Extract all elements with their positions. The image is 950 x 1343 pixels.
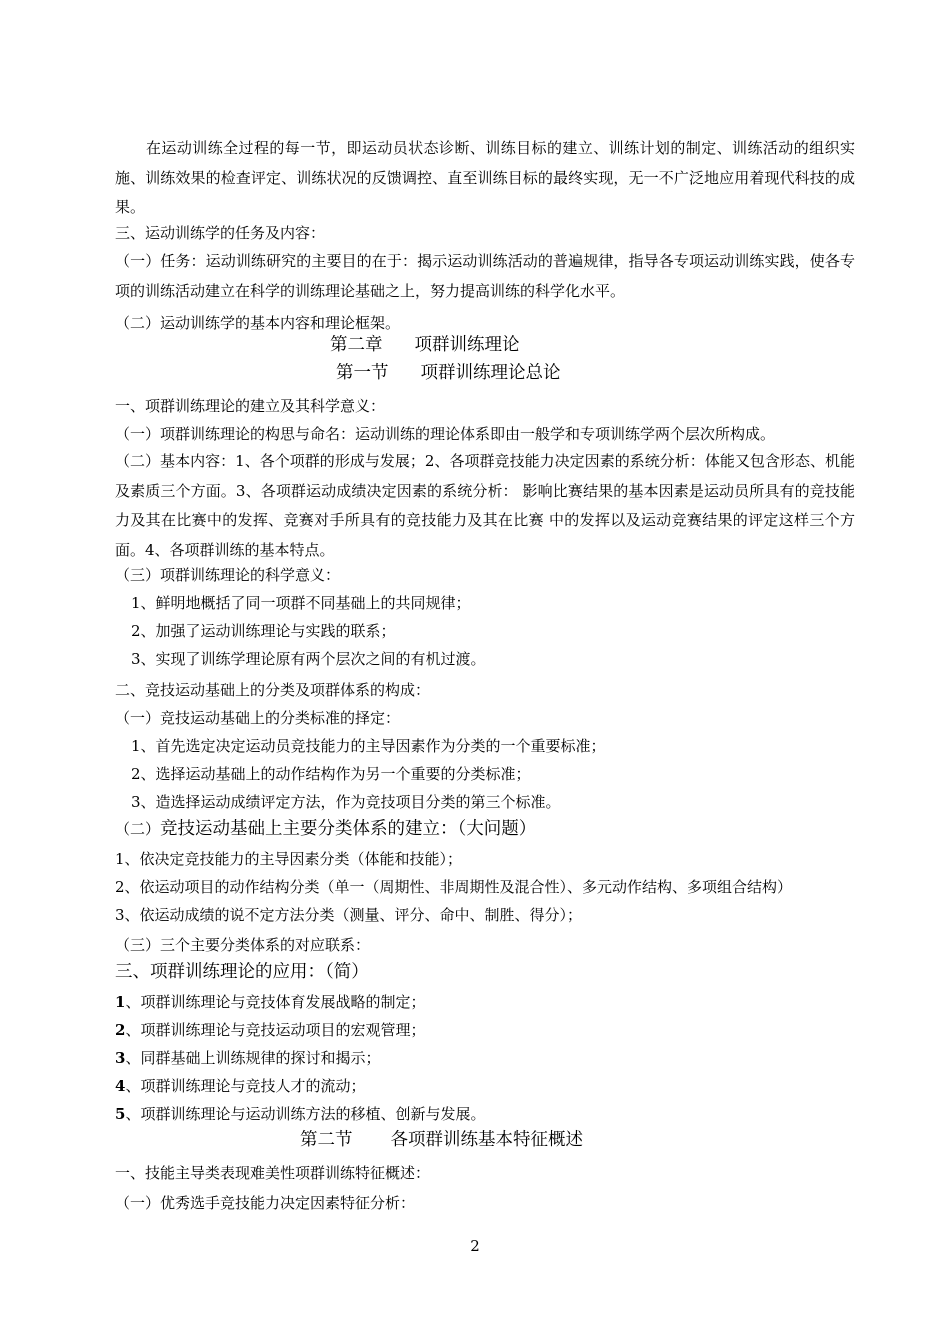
application-number: 5 bbox=[115, 1105, 126, 1123]
s1-item2: 二、竞技运动基础上的分类及项群体系的构成： bbox=[115, 681, 431, 699]
s2-item1: 一、技能主导类表现难美性项群训练特征概述： bbox=[115, 1164, 431, 1182]
chapter-heading bbox=[330, 334, 520, 356]
application-number: 1 bbox=[115, 993, 126, 1011]
s1-item3: 三、项群训练理论的应用：（简） bbox=[115, 962, 369, 982]
application-text: 、同群基础上训练规律的探讨和揭示； bbox=[125, 1049, 381, 1067]
standard-item: 2、选择运动基础上的动作结构作为另一个重要的分类标准； bbox=[131, 765, 531, 783]
classification-item: 2、依运动项目的动作结构分类（单一（周期性、非周期性及混合性）、多元动作结构、多项组合结构） bbox=[115, 878, 793, 896]
s1-item1-3: （三）项群训练理论的科学意义： bbox=[115, 566, 341, 584]
significance-item: 3、实现了训练学理论原有两个层次之间的有机过渡。 bbox=[131, 650, 486, 668]
section2-label: 第二节 bbox=[300, 1130, 353, 1150]
s1-item2-2 bbox=[115, 820, 536, 838]
intro-paragraph: 在运动训练全过程的每一节，即运动员状态诊断、训练目标的建立、训练计划的制定、训练活动的组织实施、训练效果的检查评定、训练状况的反馈调控、直至训练目标的最终实现，无一不广泛地应用着现代科技的成果。 bbox=[115, 139, 855, 216]
application-text: 、项群训练理论与竞技运动项目的宏观管理； bbox=[125, 1021, 426, 1039]
application-number: 3 bbox=[115, 1049, 126, 1067]
s1-item2-3: （三）三个主要分类体系的对应联系： bbox=[115, 936, 371, 954]
section1-label: 第一节 bbox=[336, 363, 389, 383]
page-number: 2 bbox=[470, 1237, 480, 1255]
classification-item: 1、依决定竞技能力的主导因素分类（体能和技能）； bbox=[115, 850, 463, 868]
s1-item2-2-text: 竞技运动基础上主要分类体系的建立：（大问题） bbox=[160, 819, 537, 839]
classification-item: 3、依运动成绩的说不定方法分类（测量、评分、命中、制胜、得分）； bbox=[115, 906, 583, 924]
basic-content-line: （二）运动训练学的基本内容和理论框架。 bbox=[115, 314, 401, 332]
application-item bbox=[115, 1049, 380, 1067]
application-text: 、项群训练理论与竞技人才的流动； bbox=[125, 1077, 366, 1095]
application-item bbox=[115, 993, 425, 1011]
application-item bbox=[115, 1021, 425, 1039]
s1-item2-1: （一）竞技运动基础上的分类标准的择定： bbox=[115, 709, 401, 727]
section1-title: 项群训练理论总论 bbox=[420, 363, 561, 383]
application-item bbox=[115, 1105, 485, 1123]
section2-title: 各项群训练基本特征概述 bbox=[390, 1130, 583, 1150]
chapter-label: 第二章 bbox=[330, 335, 383, 355]
significance-item: 1、鲜明地概括了同一项群不同基础上的共同规律； bbox=[131, 594, 471, 612]
standard-item: 3、造选择运动成绩评定方法，作为竞技项目分类的第三个标准。 bbox=[131, 793, 561, 811]
sec3-heading: 三、运动训练学的任务及内容： bbox=[115, 224, 326, 242]
s1-item1: 一、项群训练理论的建立及其科学意义： bbox=[115, 397, 386, 415]
section1-heading bbox=[336, 362, 561, 384]
application-text: 、项群训练理论与竞技体育发展战略的制定； bbox=[125, 993, 426, 1011]
application-text: 、项群训练理论与运动训练方法的移植、创新与发展。 bbox=[125, 1105, 486, 1123]
s1-item1-1: （一）项群训练理论的构思与命名：运动训练的理论体系即由一般学和专项训练学两个层次所构成。 bbox=[115, 425, 776, 443]
task-paragraph: （一）任务：运动训练研究的主要目的在于：揭示运动训练活动的普遍规律，指导各专项运动训练实践，使各专项的训练活动建立在科学的训练理论基础之上，努力提高训练的科学化水平。 bbox=[115, 252, 855, 300]
significance-item: 2、加强了运动训练理论与实践的联系； bbox=[131, 622, 396, 640]
application-item bbox=[115, 1077, 365, 1095]
application-number: 2 bbox=[115, 1021, 126, 1039]
section2-heading bbox=[300, 1129, 583, 1151]
chapter-title: 项群训练理论 bbox=[414, 335, 520, 355]
s1-item1-2-paragraph: （二）基本内容：1、各个项群的形成与发展；2、各项群竞技能力决定因素的系统分析：体能又包含形态、机能及素质三个方面。3、各项群运动成绩决定因素的系统分析： 影响比赛结果的基本因素是运动员所具有的竞技能力及其在比赛中的发挥、竞赛对手所具有的竞技能力及其在比赛 中的发挥以及运动竞赛结果的评定这样三个方面。4、各项群训练的基本特点。 bbox=[115, 452, 855, 559]
application-number: 4 bbox=[115, 1077, 126, 1095]
standard-item: 1、首先选定决定运动员竞技能力的主导因素作为分类的一个重要标准； bbox=[131, 737, 606, 755]
s1-item2-2-prefix: （二） bbox=[115, 820, 161, 838]
s2-item1-1: （一）优秀选手竞技能力决定因素特征分析： bbox=[115, 1194, 416, 1212]
